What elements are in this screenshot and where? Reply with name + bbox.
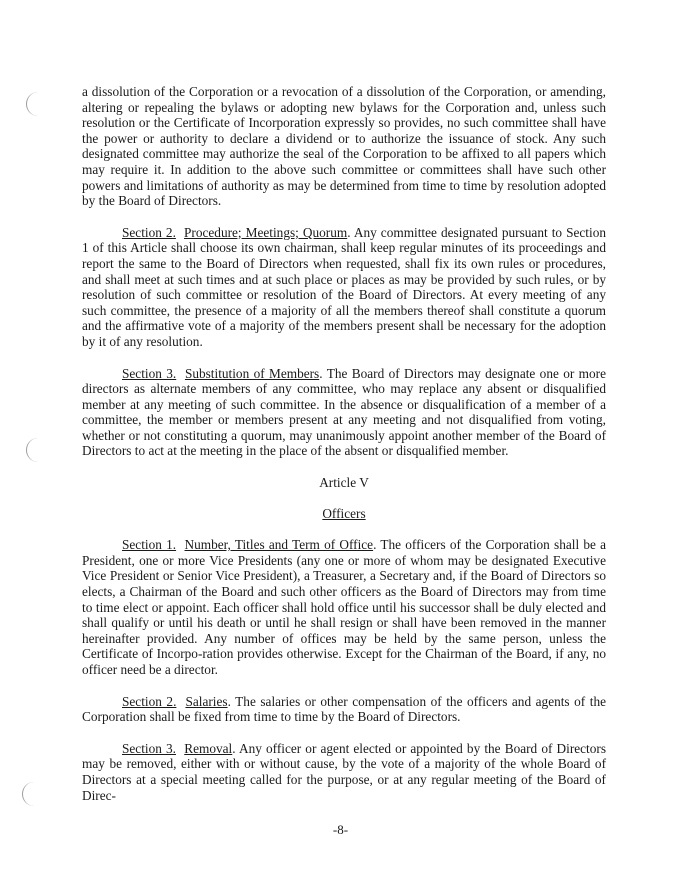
section-title: Removal [184,740,233,756]
article-subheading [82,506,606,522]
section-title: Substitution of Members [184,365,320,381]
section-body: . The Board of Directors may designate one or more directors as alternate members of any committee, who may replace any absent or disqualified member at any meeting of such committee. In the absence or disqualification of a member of a committee, the member or members present at any meeting and not disqualified from voting, whether or not constituting a quorum, may unanimously appoint another member of the Board of Directors to act at the meeting in the place of the absent or disqualified member. [82,365,606,459]
section-number: Section 3. [122,365,177,381]
section-number: Section 3. [122,740,176,756]
section-body: . The officers of the Corporation shall be a President, one or more Vice Presidents (any one or more of whom may be designated Executive Vice President or Senior Vice President), a Treasurer, a Secretary and, if the Board of Directors so elects, a Chairman of the Board and such other officers as the Board of Directors may from time to time elect or appoint. Each officer shall hold office until his successor shall be duly elected and shall qualify or until his death or until he shall resign or shall have been removed in the manner hereinafter provided. Any number of offices may be held by the same person, unless the Certificate of Incorpo-ration provides otherwise. Except for the Chairman of the Board, if any, no officer need be a director. [82,537,607,677]
punch-hole-mark [26,438,39,462]
section-title: Salaries [185,693,228,709]
section-number: Section 1. [122,537,177,553]
section-number: Section 2. [122,693,177,709]
officers-section-3-paragraph [82,741,606,803]
article-heading: Article V [319,475,369,491]
page-number: -8- [332,822,349,837]
section-title: Number, Titles and Term of Office [184,537,374,553]
section-body: . Any committee designated pursuant to Section 1 of this Article shall choose its own chairman, shall keep regular minutes of its proceedings and report the same to the Board of Directors when requested, shall fix its own rules or procedures, and shall meet at such times and at such place or places as may be provided by such rules, or by resolution of such committee or resolution of the Board of Directors. At every meeting of any such committee, the presence of a majority of all the members thereof shall constitute a quorum and the affirmative vote of a majority of the members present shall be necessary for the adoption by it of any resolution. [82,224,606,349]
officers-section-2-paragraph [82,694,606,725]
document-body [82,84,606,803]
punch-hole-mark [22,782,35,806]
officers-title: Officers [322,505,366,521]
punch-hole-mark [26,92,39,116]
section-body: . The salaries or other compensation of the officers and agents of the Corporation shall be fixed from time to time by the Board of Directors. [82,693,606,725]
section-2-procedure-paragraph [82,225,606,350]
officers-section-1-paragraph [82,537,606,677]
section-title: Procedure; Meetings; Quorum [184,224,348,240]
section-number: Section 2. [122,224,176,240]
committee-powers-paragraph: a dissolution of the Corporation or a revocation of a dissolution of the Corporation, or amending, altering or repealing the bylaws or adopting new bylaws for the Corporation and, unless such resolution or the Certificate of Incorporation expressly so provides, no such committee shall have the power or authority to declare a dividend or to authorize the issuance of stock. Any such designated committee may authorize the seal of the Corporation to be affixed to all papers which may require it. In addition to the above such committee or committees shall have such other powers and limitations of authority as may be determined from time to time by resolution adopted by the Board of Directors. [82,84,606,209]
section-body: . Any officer or agent elected or appointed by the Board of Directors may be removed, either with or without cause, by the vote of a majority of the whole Board of Directors at a special meeting called for the purpose, or at any regular meeting of the Board of Direc- [82,740,606,803]
section-3-substitution-paragraph [82,366,606,460]
